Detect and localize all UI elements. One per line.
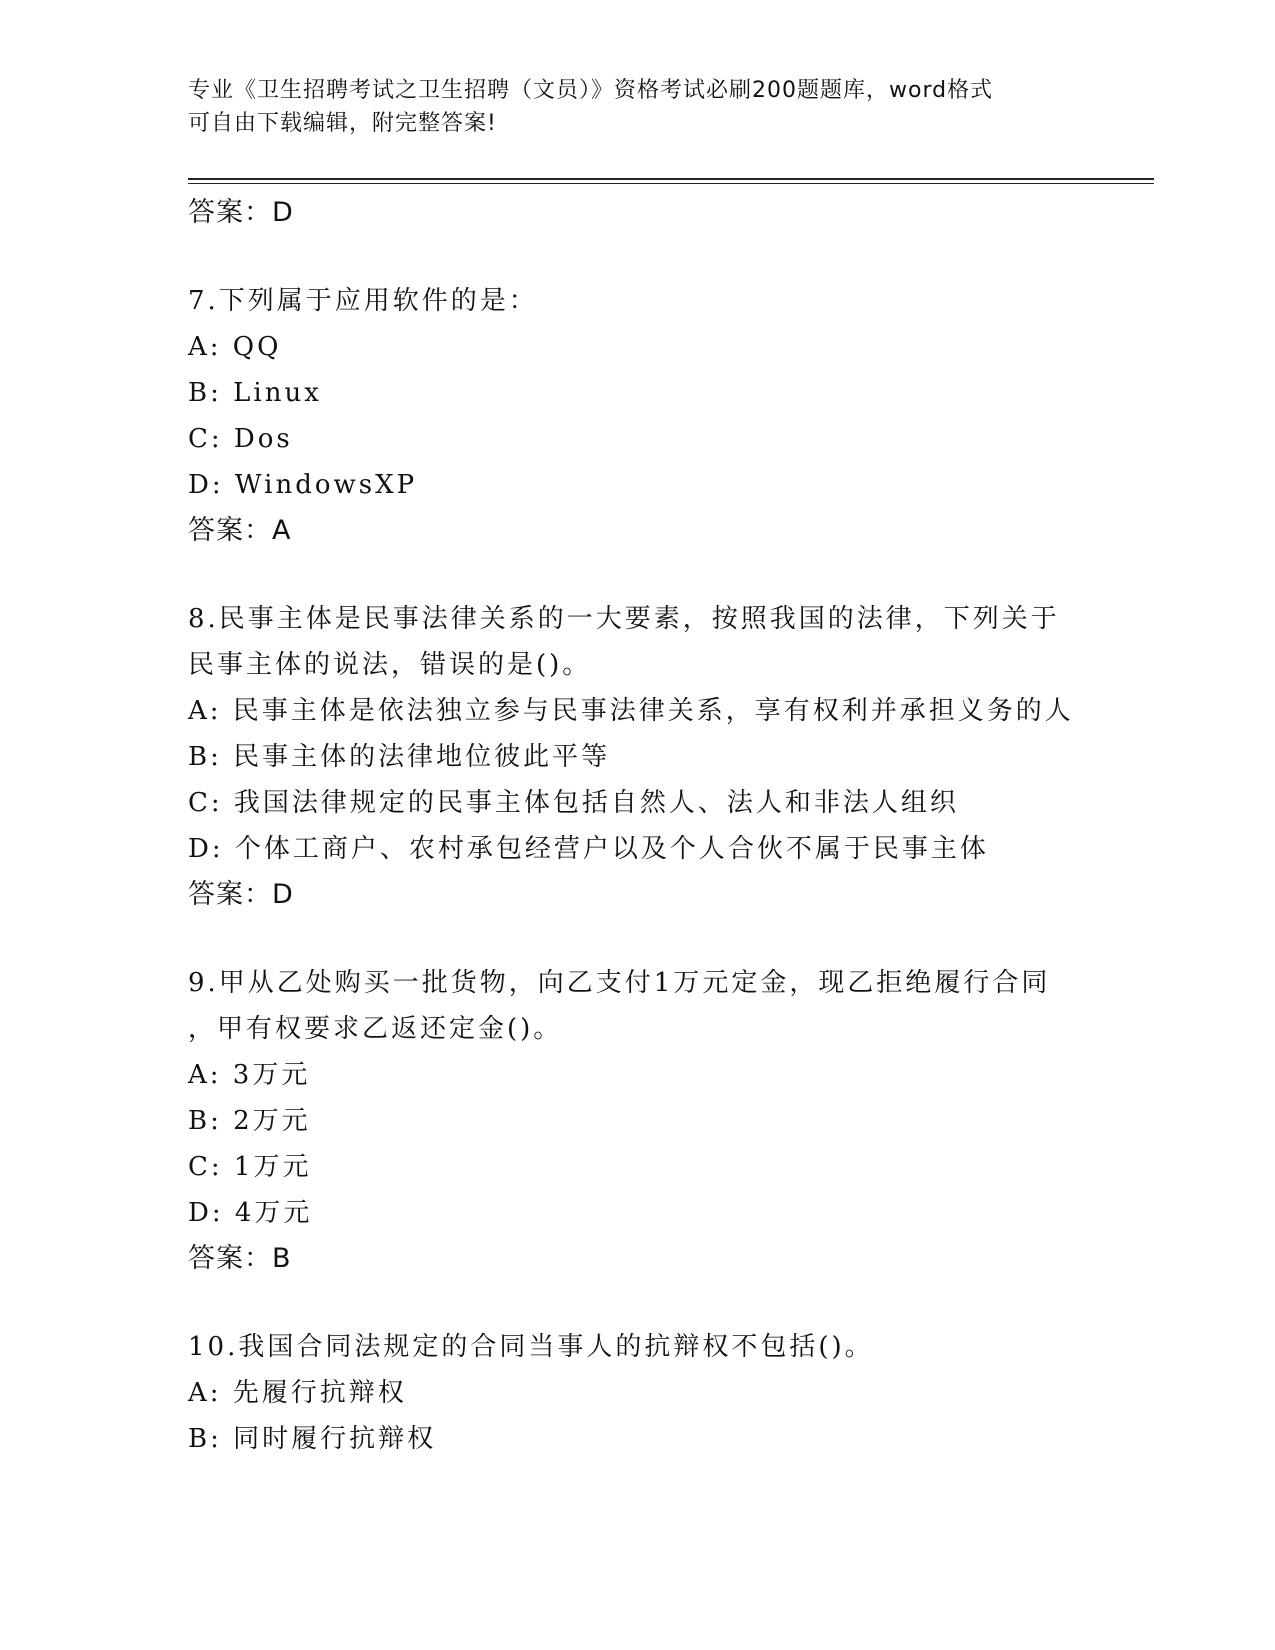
document-header: [188, 74, 1068, 140]
question-stem-continued: 民事主体的说法，错误的是()。: [188, 650, 592, 680]
option-a: A: 先履行抗辩权: [188, 1378, 407, 1408]
question-stem: 9.甲从乙处购买一批货物，向乙支付1万元定金，现乙拒绝履行合同: [188, 968, 1051, 998]
header-line-1: 专业《卫生招聘考试之卫生招聘（文员）》资格考试必刷200题题库，word格式: [188, 78, 994, 103]
previous-answer: 答案：D: [188, 197, 294, 228]
option-b: B: 民事主体的法律地位彼此平等: [188, 742, 611, 772]
question-9: [188, 960, 1148, 1282]
question-stem: 10.我国合同法规定的合同当事人的抗辩权不包括()。: [188, 1332, 874, 1362]
question-stem-continued: ，甲有权要求乙返还定金()。: [188, 1014, 563, 1044]
option-a: A: 3万元: [188, 1060, 311, 1090]
spacer: [188, 236, 1148, 278]
question-stem: 8.民事主体是民事法律关系的一大要素，按照我国的法律，下列关于: [188, 604, 1060, 634]
spacer: [188, 1282, 1148, 1324]
option-a: A: 民事主体是依法独立参与民事法律关系，享有权利并承担义务的人: [188, 696, 1074, 726]
option-b: B: 同时履行抗辩权: [188, 1424, 437, 1454]
answer: 答案：B: [188, 1243, 292, 1274]
option-c: C: 1万元: [188, 1152, 312, 1182]
header-rule-bottom: [188, 183, 1154, 184]
question-7: [188, 278, 1148, 554]
answer: 答案：A: [188, 515, 292, 546]
spacer: [188, 918, 1148, 960]
question-stem: 7.下列属于应用软件的是：: [188, 286, 538, 316]
option-d: D: 4万元: [188, 1198, 313, 1228]
option-a: A: QQ: [188, 332, 282, 362]
option-b: B: 2万元: [188, 1106, 311, 1136]
option-d: D: 个体工商户、农村承包经营户以及个人合伙不属于民事主体: [188, 834, 989, 864]
option-b: B: Linux: [188, 378, 322, 408]
header-line-2: 可自由下载编辑，附完整答案!: [188, 111, 497, 136]
option-c: C: 我国法律规定的民事主体包括自然人、法人和非法人组织: [188, 788, 959, 818]
option-c: C: Dos: [188, 424, 293, 454]
spacer: [188, 554, 1148, 596]
question-8: [188, 596, 1148, 918]
option-d: D: WindowsXP: [188, 470, 418, 500]
answer: 答案：D: [188, 879, 294, 910]
document-body: [188, 190, 1148, 1462]
header-rule-top: [188, 178, 1154, 180]
question-10: [188, 1324, 1148, 1462]
